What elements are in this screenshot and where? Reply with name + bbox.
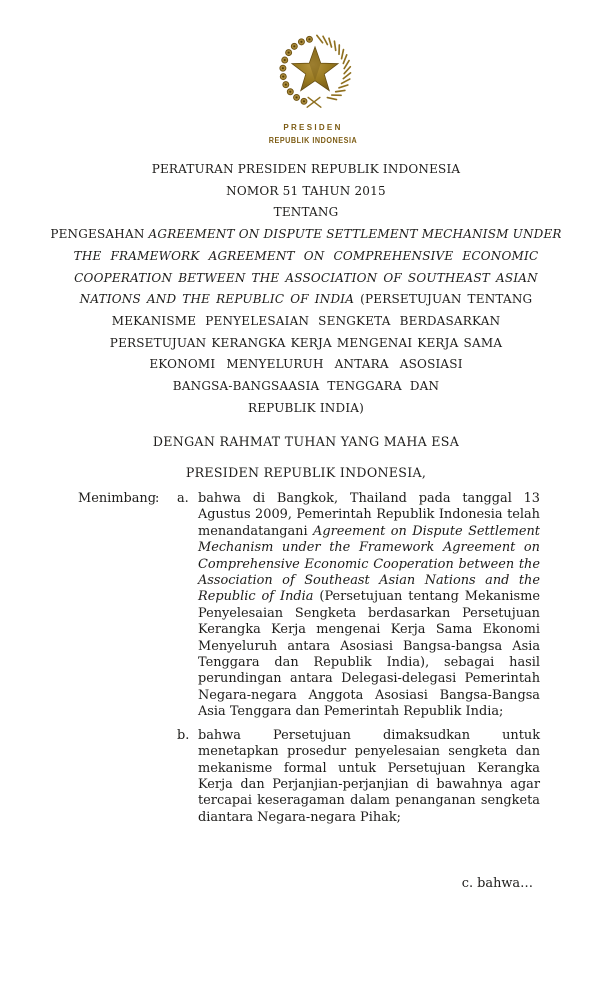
- title-persetujuan-open: (PERSETUJUAN TENTANG: [360, 292, 533, 307]
- item-b-text: [198, 728, 540, 826]
- title-persetujuan-4: EKONOMI MENYELURUH ANTARA ASOSIASI: [149, 357, 463, 372]
- title-line-nomor: NOMOR 51 TAHUN 2015: [226, 183, 386, 198]
- considering-item-b: [177, 728, 540, 826]
- letterhead-presiden: PRESIDEN: [283, 123, 343, 132]
- considering-items: [177, 491, 540, 826]
- regulation-title: [0, 159, 612, 419]
- item-b-marker: b.: [177, 727, 190, 743]
- title-persetujuan-5: BANGSA-BANGSAASIA TENGGARA DAN: [172, 379, 440, 394]
- considering-label: Menimbang: [78, 491, 156, 506]
- invocation-line: DENGAN RAHMAT TUHAN YANG MAHA ESA: [152, 434, 460, 449]
- considering-colon: :: [155, 491, 160, 506]
- gold-star-wreath-icon: [274, 32, 356, 114]
- title-line-tentang: TENTANG: [273, 205, 339, 220]
- presidential-emblem: [274, 32, 356, 114]
- item-a-text: [198, 491, 540, 721]
- title-agreement-name-1: AGREEMENT ON DISPUTE SETTLEMENT MECHANISM UNDER: [148, 227, 562, 242]
- title-agreement-name-4: [0, 289, 612, 311]
- item-a-text-start: bahwa di Bangkok, Thailand pada tanggal 13 Agustus 2009, Pemerintah Republik Indonesia telah menandatangani: [198, 491, 540, 539]
- letterhead-republik-indonesia: REPUBLIK INDONESIA: [268, 136, 358, 145]
- title-agreement-name-2: THE FRAMEWORK AGREEMENT ON COMPREHENSIVE ECONOMIC: [73, 248, 539, 263]
- letterhead: [213, 121, 413, 147]
- authority-line: PRESIDEN REPUBLIK INDONESIA,: [185, 465, 427, 480]
- title-persetujuan-2: MEKANISME PENYELESAIAN SENGKETA BERDASARKAN: [111, 313, 501, 328]
- title-line-peraturan: PERATURAN PRESIDEN REPUBLIK INDONESIA: [151, 162, 461, 176]
- preamble: [0, 426, 612, 488]
- item-b-text-start: bahwa Persetujuan dimaksudkan untuk menetapkan prosedur penyelesaian sengketa dan mekanisme formal untuk Persetujuan Kerangka Kerja dan Perjanjian-perjanjian di bawahnya agar tercapai keseragaman dalam penanganan sengketa diantara Negara-negara Pihak;: [198, 727, 540, 825]
- item-a-marker: a.: [177, 491, 189, 506]
- title-persetujuan-6: REPUBLIK INDIA): [247, 400, 365, 415]
- title-pengesahan-word: PENGESAHAN: [50, 227, 149, 242]
- title-persetujuan-3: PERSETUJUAN KERANGKA KERJA MENGENAI KERJA SAMA: [109, 335, 503, 350]
- item-a-text-end: (Persetujuan tentang Mekanisme Penyelesaian Sengketa berdasarkan Persetujuan Kerangka Kerja mengenai Kerja Sama Ekonomi Menyeluruh antara Asosiasi Bangsa-bangsa Asia Tenggara dan Republik India), sebagai hasil perundingan antara Delegasi-delegasi Pemerintah Negara-negara Anggota Asosiasi Bangsa-Bangsa Asia Tenggara dan Pemerintah Republik India;: [198, 589, 540, 720]
- catchword: c. bahwa…: [461, 876, 533, 891]
- considering-item-a: [177, 491, 540, 721]
- considering-section: [78, 491, 540, 826]
- title-line-pengesahan: [0, 224, 612, 246]
- title-agreement-italic-end: NATIONS AND THE REPUBLIC OF INDIA: [79, 292, 361, 307]
- title-agreement-name-3: COOPERATION BETWEEN THE ASSOCIATION OF SOUTHEAST ASIAN: [74, 270, 538, 285]
- item-a-agreement-title: Agreement on Dispute Settlement Mechanism under the Framework Agreement on Comprehensive Economic Cooperation between the Association of Southeast Asian Nations and the Republic of India: [198, 523, 540, 605]
